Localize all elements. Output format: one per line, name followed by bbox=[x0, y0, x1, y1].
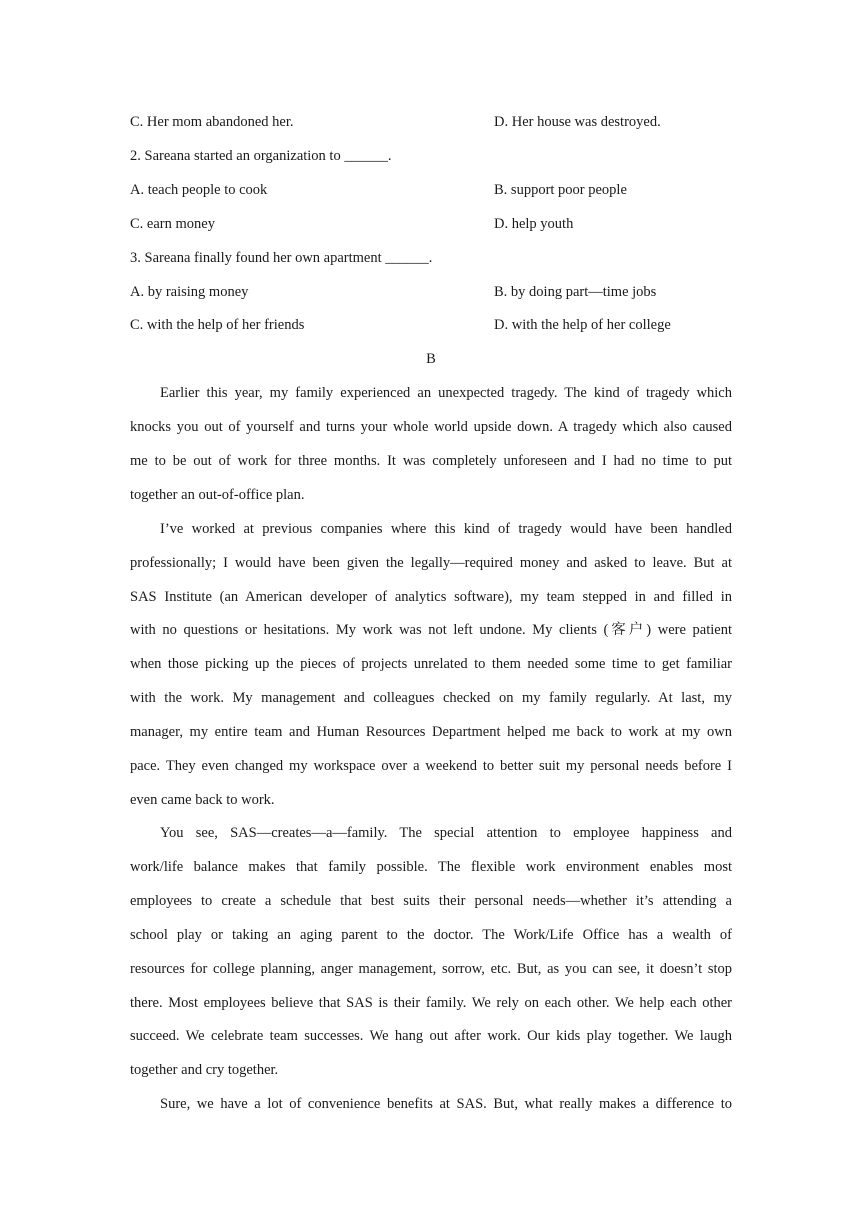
option-c: C. Her mom abandoned her. bbox=[130, 114, 294, 130]
option-row bbox=[130, 282, 732, 302]
option-c: C. with the help of her friends bbox=[130, 317, 305, 333]
passage-line: me to be out of work for three months. It was completely unforeseen and I had no time to put bbox=[130, 453, 732, 469]
option-d: D. help youth bbox=[494, 216, 574, 232]
option-row bbox=[130, 315, 732, 335]
passage-line: there. Most employees believe that SAS is their family. We rely on each other. We help each other bbox=[130, 995, 732, 1011]
option-d: D. with the help of her college bbox=[494, 317, 671, 333]
passage-line: pace. They even changed my workspace over a weekend to better suit my personal needs before I bbox=[130, 758, 732, 774]
option-row bbox=[130, 214, 732, 234]
passage-line: professionally; I would have been given the legally—required money and asked to leave. But at bbox=[130, 555, 732, 571]
passage-line: school play or taking an aging parent to the doctor. The Work/Life Office has a wealth of bbox=[130, 927, 732, 943]
passage-line: resources for college planning, anger management, sorrow, etc. But, as you can see, it doesn’t stop bbox=[130, 961, 732, 977]
passage-line: Sure, we have a lot of convenience benefits at SAS. But, what really makes a difference to bbox=[160, 1096, 732, 1112]
passage-line: with the work. My management and colleagues checked on my family regularly. At last, my bbox=[130, 690, 732, 706]
passage-line: succeed. We celebrate team successes. We hang out after work. Our kids play together. We laugh bbox=[130, 1028, 732, 1044]
passage-line: I’ve worked at previous companies where this kind of tragedy would have been handled bbox=[160, 521, 732, 537]
option-b: B. support poor people bbox=[494, 182, 627, 198]
question-3-stem: 3. Sareana finally found her own apartment ______. bbox=[130, 250, 433, 266]
passage-line: Earlier this year, my family experienced an unexpected tragedy. The kind of tragedy which bbox=[160, 385, 732, 401]
option-row bbox=[130, 180, 732, 200]
option-c: C. earn money bbox=[130, 216, 215, 232]
question-2-stem: 2. Sareana started an organization to ______. bbox=[130, 148, 392, 164]
option-b: B. by doing part—time jobs bbox=[494, 284, 657, 300]
passage-line: together and cry together. bbox=[130, 1062, 279, 1078]
passage-line: You see, SAS—creates—a—family. The special attention to employee happiness and bbox=[160, 825, 732, 841]
option-d: D. Her house was destroyed. bbox=[494, 114, 661, 130]
passage-line: manager, my entire team and Human Resources Department helped me back to work at my own bbox=[130, 724, 732, 740]
passage-line: work/life balance makes that family possible. The flexible work environment enables most bbox=[130, 859, 732, 875]
option-a: A. teach people to cook bbox=[130, 182, 268, 198]
option-row bbox=[130, 112, 732, 132]
section-heading: B bbox=[426, 351, 436, 367]
passage-line: even came back to work. bbox=[130, 792, 275, 808]
passage-line: with no questions or hesitations. My work was not left undone. My clients (客户) were patient bbox=[130, 622, 732, 638]
passage-line: together an out-of-office plan. bbox=[130, 487, 305, 503]
passage-line: SAS Institute (an American developer of analytics software), my team stepped in and filled in bbox=[130, 589, 732, 605]
option-a: A. by raising money bbox=[130, 284, 249, 300]
passage-line: employees to create a schedule that best suits their personal needs—whether it’s attending a bbox=[130, 893, 732, 909]
passage-line: knocks you out of yourself and turns your whole world upside down. A tragedy which also caused bbox=[130, 419, 732, 435]
passage-line: when those picking up the pieces of projects unrelated to them needed some time to get familiar bbox=[130, 656, 732, 672]
